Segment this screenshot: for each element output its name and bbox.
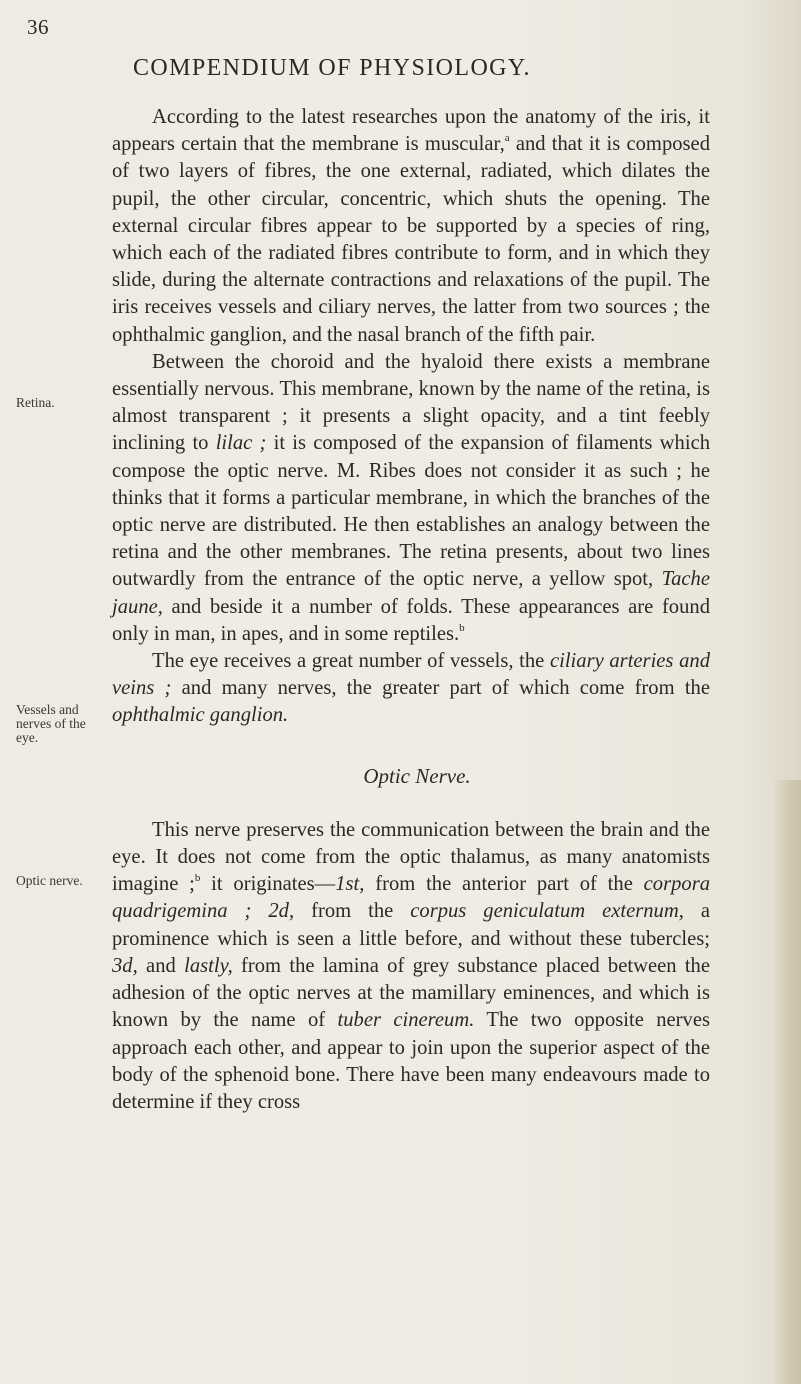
running-head: COMPENDIUM OF PHYSIOLOGY. — [133, 55, 531, 81]
text-run: According to the latest researches upon the anatomy of the iris, it appears certain that the membrane is muscular, — [112, 106, 710, 156]
paragraph-optic-nerve — [112, 817, 710, 1116]
paragraph-iris — [112, 104, 710, 349]
footnote-marker: b — [194, 872, 201, 885]
paragraph-vessels — [112, 648, 710, 730]
text-run: This nerve preserves the communication between the brain and the eye. It does not come from the optic thalamus, as many anatomists imagine ; — [112, 818, 710, 896]
margin-note-optic-nerve: Optic nerve. — [16, 873, 83, 888]
margin-note-vessels: Vessels and nerves of the eye. — [16, 702, 86, 745]
text-run: and that it is composed of two layers of fibres, the one external, radiated, which dilates the pupil, the other circular, concentric, which shuts the opening. The external circular fibres appear to be supported by a species of ring, which each of the radiated fibres contribute to form, and in which they slide, during the alternate contractions and relaxations of the pupil. The iris receives vessels and ciliary nerves, the latter from two sources ; the ophthalmic ganglion, and the nasal branch of the fifth pair. — [112, 133, 710, 346]
footnote-marker: a — [504, 132, 510, 145]
text-run: and beside it a number of folds. These appearances are found only in man, in apes, and in some reptiles. — [112, 595, 710, 645]
body-text — [112, 104, 710, 1116]
margin-note-retina: Retina. — [16, 395, 55, 410]
text-run: The eye receives a great number of vessels, the — [152, 650, 550, 673]
italic-term: tuber cinereum. — [337, 1009, 475, 1032]
text-run: and many nerves, the greater part of which come from the — [171, 677, 710, 700]
italic-term: ophthalmic ganglion. — [112, 704, 289, 727]
text-run: a prominence which is seen a little before, and without these tubercles; — [112, 900, 710, 950]
section-title: Optic Nerve. — [363, 763, 471, 788]
text-run: The two opposite nerves approach each other, and appear to join upon the superior aspect of the body of the sphenoid bone. There have been many endeavours made to determine if they cross — [112, 1009, 710, 1113]
text-run: Between the choroid and the hyaloid there exists a membrane essentially nervous. This membrane, known by the name of the retina, is almost transparent ; it presents a slight opacity, and a tint feebly inclining to — [112, 350, 710, 455]
text-run: it originates— — [200, 873, 336, 896]
paragraph-retina — [112, 349, 710, 648]
italic-term: Tache jaune, — [112, 568, 710, 618]
italic-term: 1st, — [335, 873, 365, 896]
italic-term: corpora quadrigemina ; 2d, — [112, 873, 711, 923]
text-run: from the — [294, 900, 411, 923]
page-number: 36 — [27, 15, 49, 39]
text-run: from the anterior part of the — [364, 873, 644, 896]
italic-term: corpus geniculatum externum, — [410, 900, 684, 923]
italic-term: lilac ; — [215, 432, 267, 455]
text-run: it is composed of the expansion of filaments which compose the optic nerve. M. Ribes does not consider it as such ; he thinks that it forms a particular membrane, in which the branches of the optic nerve are distributed. He then establishes an analogy between the retina and the other membranes. The retina presents, about two lines outwardly from the entrance of the optic nerve, a yellow spot, — [112, 432, 711, 591]
page-edge-bleed — [773, 780, 801, 1384]
text-run: and — [137, 954, 185, 977]
italic-term: lastly, — [184, 954, 233, 977]
italic-term: ciliary arteries and veins ; — [112, 650, 710, 700]
text-run: from the lamina of grey substance placed between the adhesion of the optic nerves at the mamillary eminences, and which is known by the name of — [112, 954, 710, 1032]
footnote-marker: b — [459, 621, 465, 634]
italic-term: 3d, — [112, 954, 138, 977]
